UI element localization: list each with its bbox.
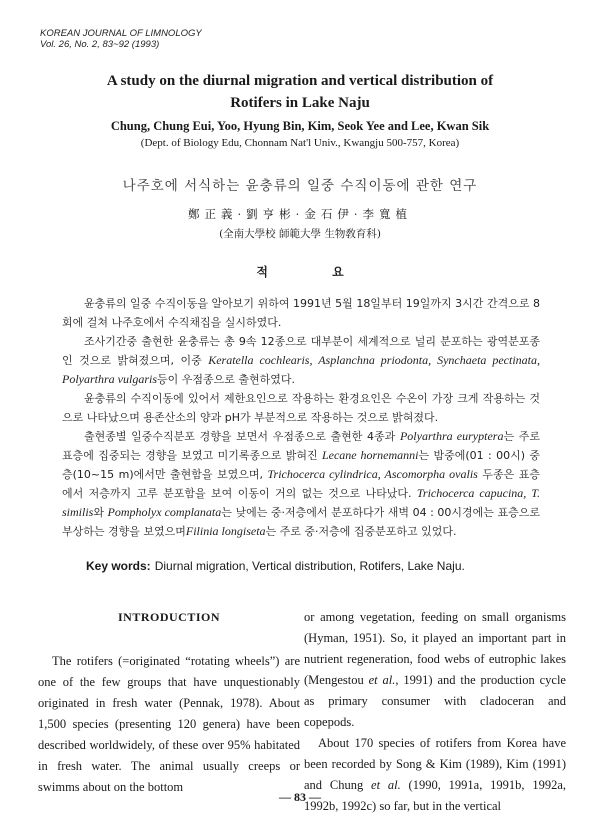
korean-abstract [62, 294, 540, 541]
species-name: Filinia longiseta [185, 524, 266, 538]
species-name: Trichocerca cylindrica, Ascomorpha ovalis [267, 467, 478, 481]
title-line-2: Rotifers in Lake Naju [230, 95, 370, 111]
title-line-1: A study on the diurnal migration and vertical distribution of [106, 73, 494, 89]
species-name: Trichocerca capucina, T. similis [62, 486, 540, 519]
journal-name: KOREAN JOURNAL OF LIMNOLOGY [40, 28, 202, 39]
abstract-text: 는 낮에는 중·저층에서 분포하다가 새벽 04 : 00시경에는 표층으로 부상하는 경향을 보였으며 [62, 506, 540, 538]
abstract-text: 두종은 표층에서 저층까지 고루 분포함을 보여 이동이 거의 없는 것으로 나타났다. [62, 468, 540, 500]
abstract-text: 윤충류의 일중 수직이동을 알아보기 위하여 1991년 5월 18일부터 19일까지 3시간 간격으로 8회에 걸쳐 나주호에서 수직채집을 실시하였다. [62, 297, 540, 329]
abstract-text: 는 주로 중·저층에 집중분포하고 있었다. [265, 525, 457, 538]
paper-title [0, 70, 600, 114]
abstract-heading: 적 요 [256, 265, 374, 279]
abstract-text: 출현종별 일중수직분포 경향을 보면서 우점종으로 출현한 4종과 [84, 430, 400, 443]
abstract-paragraph [62, 294, 540, 332]
body-text-italic: et al. [371, 778, 401, 792]
right-column [304, 607, 566, 817]
keywords-label: Key words: [86, 559, 151, 573]
abstract-text: 는 밤중에(01 : 00시) 중층(10~15 m)에서만 출현함을 보였으며, [62, 449, 541, 481]
korean-authors: 鄭正義·劉亨彬·金石伊·李寬植 [188, 207, 412, 221]
abstract-text: 와 [93, 506, 108, 519]
species-name: Keratella cochlearis, Asplanchna priodonta, Synchaeta pectinata, Polyarthra vulgaris [62, 353, 541, 386]
body-paragraph: The rotifers (=originated “rotating wheels”) are one of the few groups that have unquestionably originated in fresh water (Pennak, 1978). About 1,500 species (presenting 120 genera) have been described worldwidely, of these over 95% habitated in fresh water. The animal usually creeps or swimms about on the bottom [38, 654, 300, 794]
species-name: Lecane hornemanni [321, 448, 419, 462]
journal-volume: Vol. 26, No. 2, 83~92 (1993) [40, 39, 160, 50]
abstract-text: 조사기간중 출현한 윤충류는 총 9속 12종으로 대부분이 세계적으로 널리 분포하는 광역분포종인 것으로 밝혀졌으며, 이중 [62, 335, 540, 367]
species-name: Polyarthra euryptera [399, 429, 504, 443]
left-column [38, 607, 300, 798]
abstract-text: 는 주로 표층에 집중되는 경향을 보였고 미기록종으로 밝혀진 [62, 430, 540, 462]
body-text: (1990, 1991a, 1991b, 1992a, 1992b, 1992c) so far, but in the vertical [304, 778, 566, 813]
abstract-paragraph [62, 427, 540, 541]
body-text: or among vegetation, feeding on small organisms (Hyman, 1951). So, it played an important part in nutrient regeneration, food webs of eutrophic lakes (Mengestou [304, 610, 566, 687]
authors: Chung, Chung Eui, Yoo, Hyung Bin, Kim, Seok Yee and Lee, Kwan Sik [110, 119, 490, 133]
body-paragraph [304, 607, 566, 733]
body-text: , 1991) and the production cycle as primary consumer with cladoceran and copepods. [304, 673, 566, 729]
korean-title: 나주호에 서식하는 윤충류의 일중 수직이동에 관한 연구 [122, 178, 478, 194]
journal-header [40, 28, 202, 50]
keywords-text: Diurnal migration, Vertical distribution, Rotifers, Lake Naju. [154, 559, 465, 573]
body-text: About 170 species of rotifers from Korea have been recorded by Song & Kim (1989), Kim (1991) and Chung [304, 736, 566, 792]
section-heading-introduction: INTRODUCTION [117, 610, 220, 624]
abstract-paragraph [62, 332, 540, 389]
abstract-text: 등이 우점종으로 출현하였다. [157, 373, 296, 386]
abstract-text: 윤충류의 수직이동에 있어서 제한요인으로 작용하는 환경요인은 수온이 가장 크게 작용하는 것으로 나타났으며 용존산소의 양과 pH가 부분적으로 작용하는 것으로 밝혀졌다. [62, 392, 540, 424]
korean-affiliation: (全南大學校 師範大學 生物敎育科) [219, 228, 381, 240]
keywords [86, 559, 546, 573]
affiliation: (Dept. of Biology Edu, Chonnam Nat'l Univ., Kwangju 500-757, Korea) [140, 137, 460, 149]
body-text-italic: et al. [368, 673, 396, 687]
page-number: — 83 — [279, 790, 321, 804]
species-name: Pompholyx complanata [107, 505, 222, 519]
abstract-paragraph [62, 389, 540, 427]
